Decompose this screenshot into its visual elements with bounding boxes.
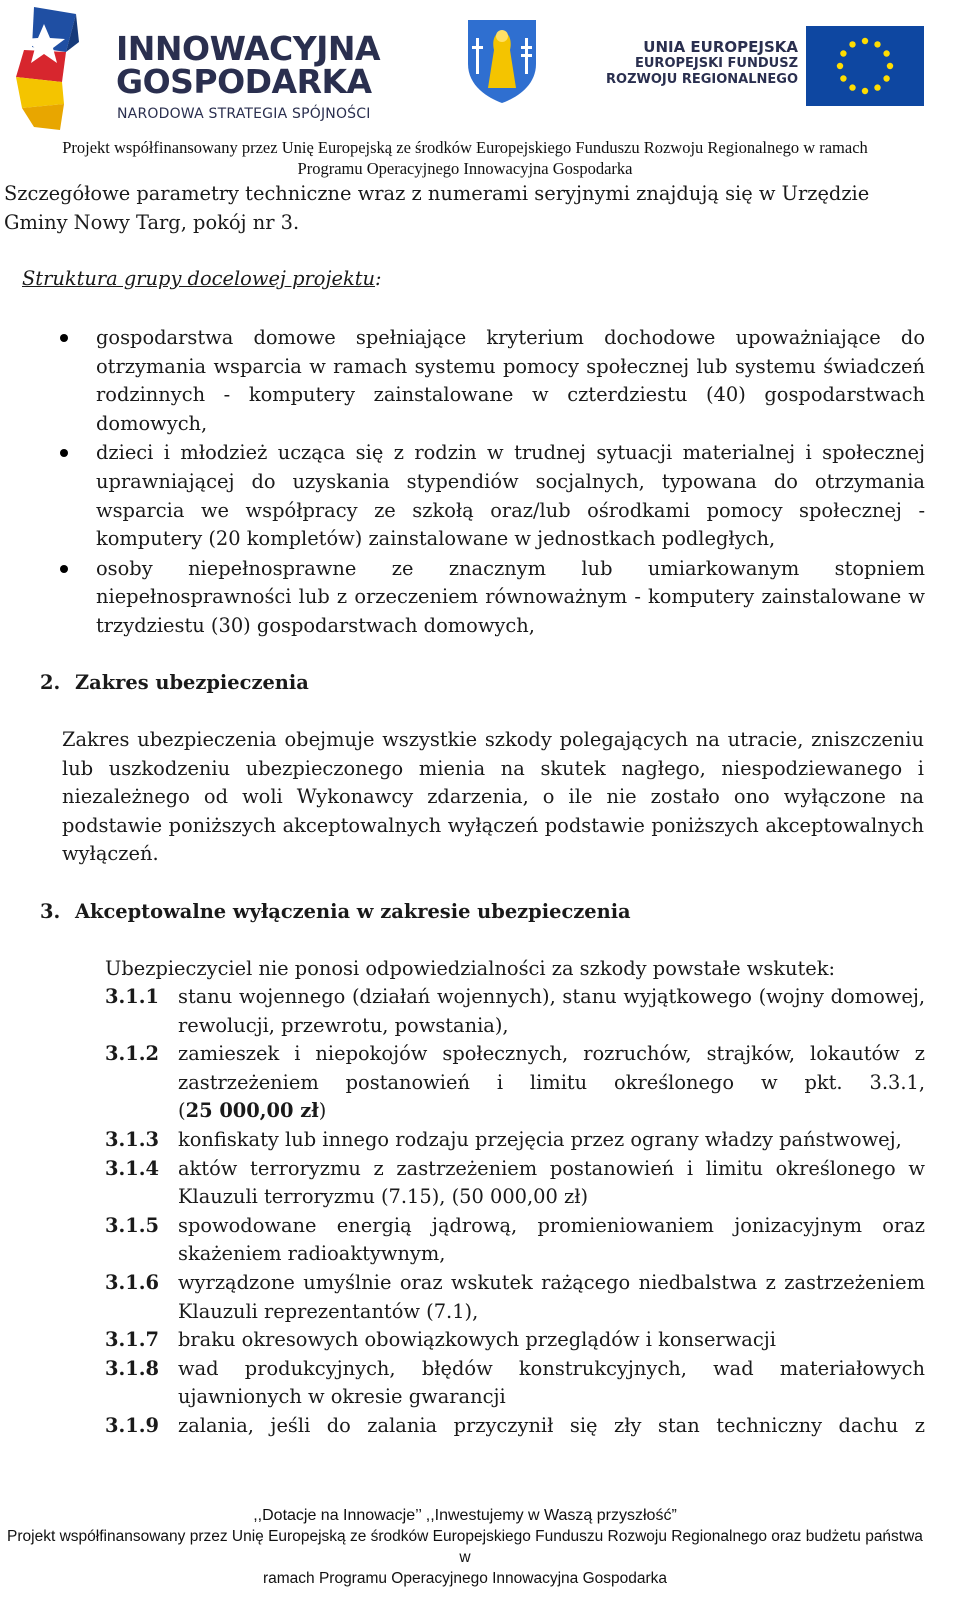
innowacyjna-gospodarka-logo: [4, 2, 424, 132]
item-text: wad produkcyjnych, błędów konstrukcyjnych, wad materiałowych ujawnionych w okresie gwarancji: [178, 1356, 925, 1409]
item-number: 3.1.4: [105, 1156, 159, 1180]
item-text-amount: [178, 1097, 925, 1126]
item-text: spowodowane energią jądrową, promieniowaniem jonizacyjnym oraz skażeniem radioaktywnym,: [178, 1213, 925, 1266]
footer-slogan: ,,Dotacje na Innowacje’’ ,,Inwestujemy w Waszą przyszłość”: [253, 1507, 677, 1524]
funding-line2: Programu Operacyjnego Innowacyjna Gospodarka: [297, 159, 633, 178]
section-3-intro: Ubezpieczyciel nie ponosi odpowiedzialności za szkody powstałe wskutek:: [105, 957, 836, 980]
list-item: [60, 555, 925, 641]
coat-of-arms-icon: [466, 18, 538, 104]
item-number: 3.1.6: [105, 1270, 159, 1294]
list-item: [105, 1126, 925, 1155]
bullet-icon: [60, 334, 68, 342]
list-item: [105, 983, 925, 1040]
list-item: [105, 1155, 925, 1212]
page-footer: [0, 1506, 930, 1589]
eu-line2: EUROPEJSKI FUNDUSZ: [635, 56, 798, 71]
item-text: zalania, jeśli do zalania przyczynił się zły stan techniczny dachu z: [178, 1413, 925, 1437]
eu-flag-icon: [806, 26, 924, 106]
bullet-text: gospodarstwa domowe spełniające kryterium dochodowe upoważniające do otrzymania wsparcia w ramach systemu pomocy społecznej lub systemu świadczeń rodzinnych - komputery zainstalowane w czterdziestu (40) gospodarstwach domowych,: [96, 326, 925, 435]
footer-funding-line: Projekt współfinansowany przez Unię Europejską ze środków Europejskiego Funduszu Rozwoju Regionalnego oraz budżetu państwa w: [7, 1528, 923, 1566]
bullet-icon: [60, 565, 68, 573]
eu-line3: ROZWOJU REGIONALNEGO: [606, 72, 798, 87]
logo-subtitle: NARODOWA STRATEGIA SPÓJNOŚCI: [117, 106, 371, 122]
list-item: [60, 439, 925, 553]
list-item: [105, 1040, 925, 1126]
item-number: 3.1.7: [105, 1328, 159, 1352]
list-item: [105, 1212, 925, 1269]
item-number: 3.1.5: [105, 1213, 159, 1237]
item-text: stanu wojennego (działań wojennych), stanu wyjątkowego (wojny domowej, rewolucji, przewrotu, powstania),: [178, 985, 925, 1037]
item-number: 3.1.1: [105, 985, 159, 1008]
exclusions-list: [105, 983, 925, 1441]
section-3-title: Akceptowalne wyłączenia w zakresie ubezpieczenia: [75, 900, 631, 923]
footer-program-line: ramach Programu Operacyjnego Innowacyjna Gospodarka: [262, 1570, 668, 1587]
amount-close-paren: ): [318, 1099, 327, 1123]
item-number: 3.1.8: [105, 1356, 159, 1380]
logo-title-line2: GOSPODARKA: [116, 62, 372, 101]
bullet-icon: [60, 449, 68, 457]
section-2-number: 2.: [40, 671, 61, 694]
section-3-number: 3.: [40, 900, 61, 923]
amount-value: 25 000,00 zł: [185, 1099, 319, 1123]
item-text: konfiskaty lub innego rodzaju przejęcia przez ograny władzy państwowej,: [178, 1127, 902, 1151]
bullet-text: osoby niepełnosprawne ze znacznym lub umiarkowanym stopniem niepełnosprawności lub z orzeczeniem równoważnym - komputery zainstalowane w trzydziestu (30) gospodarstwach domowych,: [96, 556, 925, 637]
item-text: aktów terroryzmu z zastrzeżeniem postanowień i limitu określonego w Klauzuli terroryzmu (7.15), (50 000,00 zł): [178, 1156, 925, 1209]
structure-heading-colon: :: [374, 267, 382, 290]
page-header: [0, 0, 960, 178]
section-2-paragraph: Zakres ubezpieczenia obejmuje wszystkie szkody polegających na utracie, zniszczeniu lub uszkodzeniu ubezpieczonego mienia na skutek nagłego, niespodziewanego i niezależnego od woli Wykonawcy zdarzenia, o ile nie zostało ono wyłączone na podstawie poniższych akceptowalnych wyłączeń podstawie poniższych akceptowalnych wyłączeń.: [62, 728, 924, 866]
eu-line1: UNIA EUROPEJSKA: [643, 38, 798, 56]
list-item: [105, 1326, 925, 1355]
item-text: wyrządzone umyślnie oraz wskutek rażącego niedbalstwa z zastrzeżeniem Klauzuli reprezentantów (7.1),: [178, 1270, 925, 1323]
item-number: 3.1.3: [105, 1127, 159, 1151]
item-text: zamieszek i niepokojów społecznych, rozruchów, strajków, lokautów z zastrzeżeniem postanowień i limitu określonego w pkt. 3.3.1,: [178, 1042, 925, 1094]
list-item: [60, 324, 925, 438]
section-2-heading: [40, 669, 309, 698]
section-2-title: Zakres ubezpieczenia: [75, 671, 309, 694]
bullet-text: dzieci i młodzież ucząca się z rodzin w trudnej sytuacji materialnej i społecznej uprawniającej do uzyskania stypendiów socjalnych, typowana do otrzymania wsparcia we współpracy ze szkołą oraz/lub ośrodkami pomocy społecznej - komputery (20 kompletów) zainstalowane w jednostkach podległych,: [96, 441, 925, 551]
item-row: [105, 1412, 925, 1441]
logo-title-line1: INNOWACYJNA: [116, 29, 381, 68]
target-group-list: [60, 324, 925, 642]
intro-paragraph: Szczegółowe parametry techniczne wraz z numerami seryjnymi znajdują się w Urzędzie Gminy Nowy Targ, pokój nr 3.: [4, 182, 870, 234]
amount-open-paren: (: [178, 1099, 186, 1123]
ig-star-logo-icon: [4, 2, 114, 132]
funding-line1: Projekt współfinansowany przez Unię Europejską ze środków Europejskiego Funduszu Rozwoju Regionalnego w ramach: [62, 138, 868, 157]
item-number: 3.1.9: [105, 1413, 159, 1437]
list-item: [105, 1412, 925, 1441]
structure-heading-text: Struktura grupy docelowej projektu: [22, 267, 375, 290]
item-number: 3.1.2: [105, 1042, 159, 1066]
structure-heading: [22, 265, 722, 294]
list-item: [105, 1269, 925, 1326]
funding-notice-top: [0, 137, 930, 179]
item-text: braku okresowych obowiązkowych przeglądów i konserwacji: [178, 1328, 776, 1352]
section-3-heading: [40, 898, 631, 927]
list-item: [105, 1355, 925, 1412]
eu-fund-label: [598, 38, 798, 88]
